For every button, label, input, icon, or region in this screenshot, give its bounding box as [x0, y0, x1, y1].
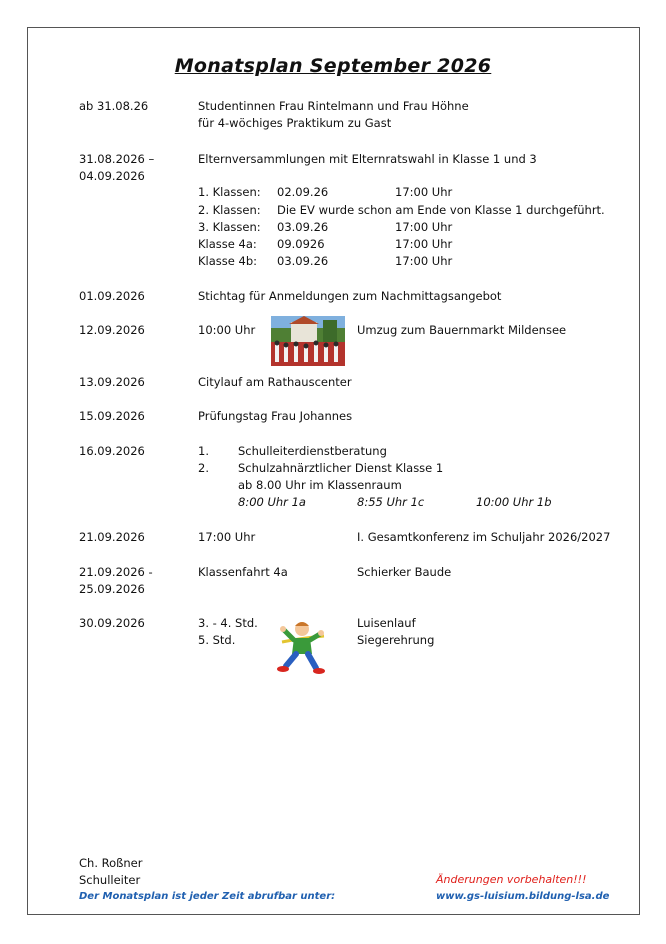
page-title: Monatsplan September 2026 — [174, 55, 492, 77]
class-label: 2. Klassen: — [198, 203, 261, 217]
signature-role: Schulleiter — [79, 873, 141, 887]
entry-place: Schierker Baude — [357, 565, 452, 579]
website-link[interactable]: www.gs-luisium.bildung-lsa.de — [436, 891, 610, 902]
entry-date: 13.09.2026 — [79, 375, 145, 389]
class-label: Klasse 4a: — [198, 237, 257, 251]
class-label: 3. Klassen: — [198, 220, 261, 234]
time-slot: 8:55 Uhr 1c — [357, 495, 425, 509]
class-date: Die EV wurde schon am Ende von Klasse 1 durchgeführt. — [277, 203, 605, 217]
entry-text: Studentinnen Frau Rintelmann und Frau Höhne — [198, 99, 469, 113]
class-label: Klasse 4b: — [198, 254, 257, 268]
entry-text: ab 8.00 Uhr im Klassenraum — [238, 478, 402, 492]
class-date: 03.09.26 — [277, 220, 329, 234]
item-number: 2. — [198, 461, 209, 475]
entry-text: Prüfungstag Frau Johannes — [198, 409, 353, 423]
entry-date: 30.09.2026 — [79, 616, 145, 630]
entry-time: 5. Std. — [198, 633, 236, 647]
entry-date: 16.09.2026 — [79, 444, 145, 458]
class-time: 17:00 Uhr — [395, 254, 453, 268]
entry-time: 10:00 Uhr — [198, 323, 256, 337]
entry-date: 31.08.2026 – — [79, 152, 155, 166]
entry-text: Elternversammlungen mit Elternratswahl in Klasse 1 und 3 — [198, 152, 537, 166]
entry-date: 21.09.2026 — [79, 530, 145, 544]
class-date: 03.09.26 — [277, 254, 329, 268]
entry-text: Schulleiterdienstberatung — [238, 444, 387, 458]
changes-notice: Änderungen vorbehalten!!! — [436, 873, 587, 886]
entry-text: Umzug zum Bauernmarkt Mildensee — [357, 323, 567, 337]
entry-text: I. Gesamtkonferenz im Schuljahr 2026/2027 — [357, 530, 611, 544]
parade-photo — [271, 316, 345, 366]
entry-text: Schulzahnärztlicher Dienst Klasse 1 — [238, 461, 444, 475]
time-slot: 8:00 Uhr 1a — [238, 495, 306, 509]
class-time: 17:00 Uhr — [395, 237, 453, 251]
entry-time: 17:00 Uhr — [198, 530, 256, 544]
entry-text: Siegerehrung — [357, 633, 435, 647]
signature-name: Ch. Roßner — [79, 856, 143, 870]
entry-date: 21.09.2026 - — [79, 565, 153, 579]
entry-date: 01.09.2026 — [79, 289, 145, 303]
class-time: 17:00 Uhr — [395, 185, 453, 199]
entry-date: 15.09.2026 — [79, 409, 145, 423]
entry-text: Citylauf am Rathauscenter — [198, 375, 352, 389]
entry-text: Luisenlauf — [357, 616, 416, 630]
item-number: 1. — [198, 444, 209, 458]
entry-time: 3. - 4. Std. — [198, 616, 258, 630]
availability-note: Der Monatsplan ist jeder Zeit abrufbar unter: — [79, 891, 336, 902]
entry-date: 04.09.2026 — [79, 169, 145, 183]
entry-text: Klassenfahrt 4a — [198, 565, 288, 579]
entry-date: 12.09.2026 — [79, 323, 145, 337]
entry-text: Stichtag für Anmeldungen zum Nachmittagsangebot — [198, 289, 502, 303]
class-label: 1. Klassen: — [198, 185, 261, 199]
entry-date: 25.09.2026 — [79, 582, 145, 596]
entry-text: für 4-wöchiges Praktikum zu Gast — [198, 116, 392, 130]
class-date: 02.09.26 — [277, 185, 329, 199]
entry-date: ab 31.08.26 — [79, 99, 149, 113]
running-child-clipart — [272, 616, 334, 678]
class-date: 09.0926 — [277, 237, 325, 251]
time-slot: 10:00 Uhr 1b — [476, 495, 552, 509]
class-time: 17:00 Uhr — [395, 220, 453, 234]
